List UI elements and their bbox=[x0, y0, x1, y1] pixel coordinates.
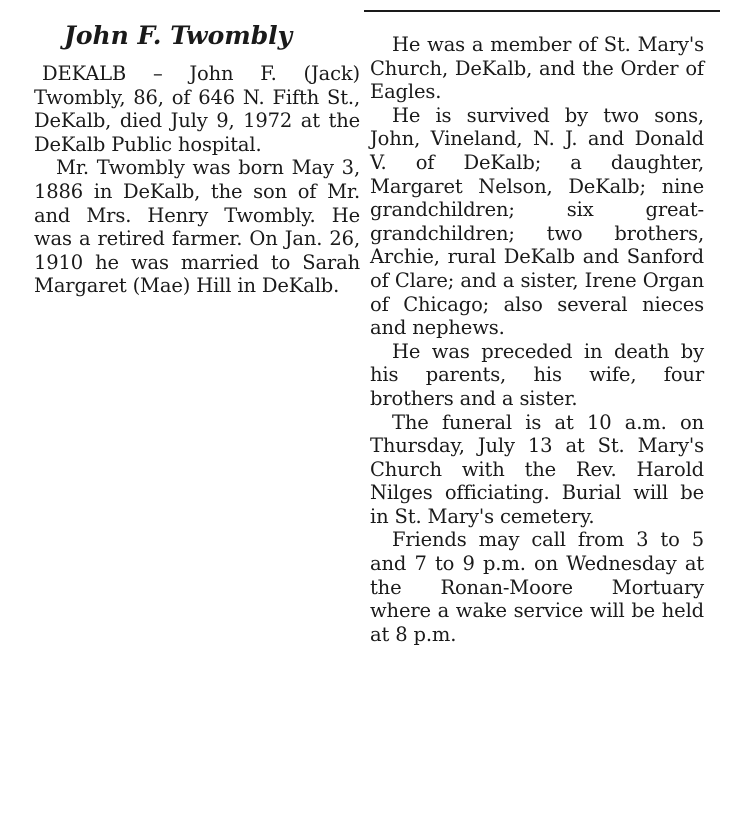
right-column bbox=[370, 33, 704, 646]
obituary-paragraph: He was a member of St. Mary's Church, DeKalb, and the Order of Eagles. bbox=[370, 33, 704, 104]
left-column bbox=[34, 62, 360, 298]
obituary-paragraph: Friends may call from 3 to 5 and 7 to 9 p.m. on Wednesday at the Ronan-Moore Mortuary where a wake service will be held at 8 p.m. bbox=[370, 528, 704, 646]
obituary-paragraph: The funeral is at 10 a.m. on Thursday, July 13 at St. Mary's Church with the Rev. Harold Nilges officiating. Burial will be in St. Mary's cemetery. bbox=[370, 410, 704, 528]
obituary-paragraph: He was preceded in death by his parents, his wife, four brothers and a sister. bbox=[370, 339, 704, 410]
column-top-rule bbox=[364, 10, 720, 12]
obituary-paragraph: He is survived by two sons, John, Vineland, N. J. and Donald V. of DeKalb; a daughter, Margaret Nelson, DeKalb; nine grandchildren; six great-grandchildren; two brothers, Archie, rural DeKalb and Sanford of Clare; and a sister, Irene Organ of Chicago; also several nieces and nephews. bbox=[370, 103, 704, 340]
obituary-paragraph: Mr. Twombly was born May 3, 1886 in DeKalb, the son of Mr. and Mrs. Henry Twombly. He was a retired farmer. On Jan. 26, 1910 he was married to Sarah Margaret (Mae) Hill in DeKalb. bbox=[34, 156, 360, 298]
obituary-paragraph: DEKALB – John F. (Jack) Twombly, 86, of 646 N. Fifth St., DeKalb, died July 9, 1972 at the DeKalb Public hospital. bbox=[34, 62, 360, 156]
obituary-headline: John F. Twombly bbox=[64, 21, 293, 50]
